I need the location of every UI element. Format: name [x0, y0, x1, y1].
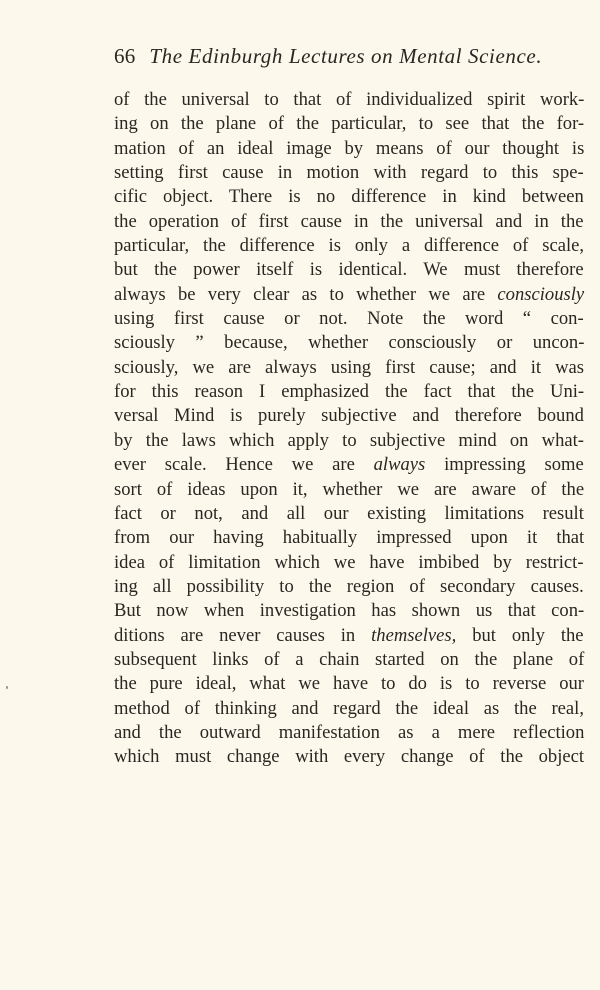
text-line: mation of an ideal image by means of our thought is — [114, 137, 585, 159]
text-line: the pure ideal, what we have to do is to reverse our — [114, 673, 584, 695]
text-line — [114, 453, 584, 477]
text-run: impressing some — [425, 454, 584, 476]
text-line: subsequent links of a chain started on the plane of — [114, 648, 585, 670]
book-title: The Edinburgh Lectures on Mental Science. — [149, 44, 543, 68]
text-line: sciously, we are always using first cause; and it was — [114, 356, 585, 378]
page-number: 66 — [114, 44, 136, 68]
text-line: ing all possibility to the region of secondary causes. — [114, 575, 584, 597]
text-run: ever scale. Hence we are — [114, 454, 374, 476]
text-line: fact or not, and all our existing limitations result — [114, 502, 584, 524]
text-line: from our having habitually impressed upon it that — [114, 527, 585, 549]
text-line: versal Mind is purely subjective and therefore bound — [114, 405, 584, 427]
text-line: but the power itself is identical. We must therefore — [114, 259, 584, 281]
running-header — [114, 42, 590, 70]
text-run: ditions are never causes in — [114, 624, 372, 646]
text-line: by the laws which apply to subjective mind on what- — [114, 429, 584, 451]
text-line: But now when investigation has shown us that con- — [114, 600, 585, 622]
text-line — [114, 624, 584, 648]
text-line: idea of limitation which we have imbibed by restrict- — [114, 551, 584, 573]
emphasis-text: consciously — [497, 283, 585, 305]
text-line: particular, the difference is only a difference of scale, — [114, 235, 585, 257]
text-line: cific object. There is no difference in kind between — [114, 186, 584, 208]
text-line: using first cause or not. Note the word “ con- — [114, 308, 584, 330]
text-line: which must change with every change of the object — [114, 746, 585, 768]
text-line: method of thinking and regard the ideal as the real, — [114, 697, 584, 719]
emphasis-text: always — [373, 454, 426, 476]
text-run: always be very clear as to whether we are — [114, 283, 498, 305]
body-text — [114, 88, 584, 770]
text-line: sort of ideas upon it, whether we are aware of the — [114, 478, 585, 500]
paper-speck — [6, 686, 8, 689]
text-line: sciously ” because, whether consciously or uncon- — [114, 332, 585, 354]
text-line: ing on the plane of the particular, to see that the for- — [114, 113, 585, 135]
text-run: but only the — [456, 624, 584, 646]
text-line: and the outward manifestation as a mere reflection — [114, 721, 585, 743]
text-line: setting first cause in motion with regard to this spe- — [114, 162, 584, 184]
text-line: the operation of first cause in the universal and in the — [114, 210, 584, 232]
text-line: for this reason I emphasized the fact that the Uni- — [114, 381, 585, 403]
emphasis-text: themselves, — [371, 624, 457, 646]
text-line: of the universal to that of individualized spirit work- — [114, 89, 585, 110]
text-line — [114, 283, 584, 307]
